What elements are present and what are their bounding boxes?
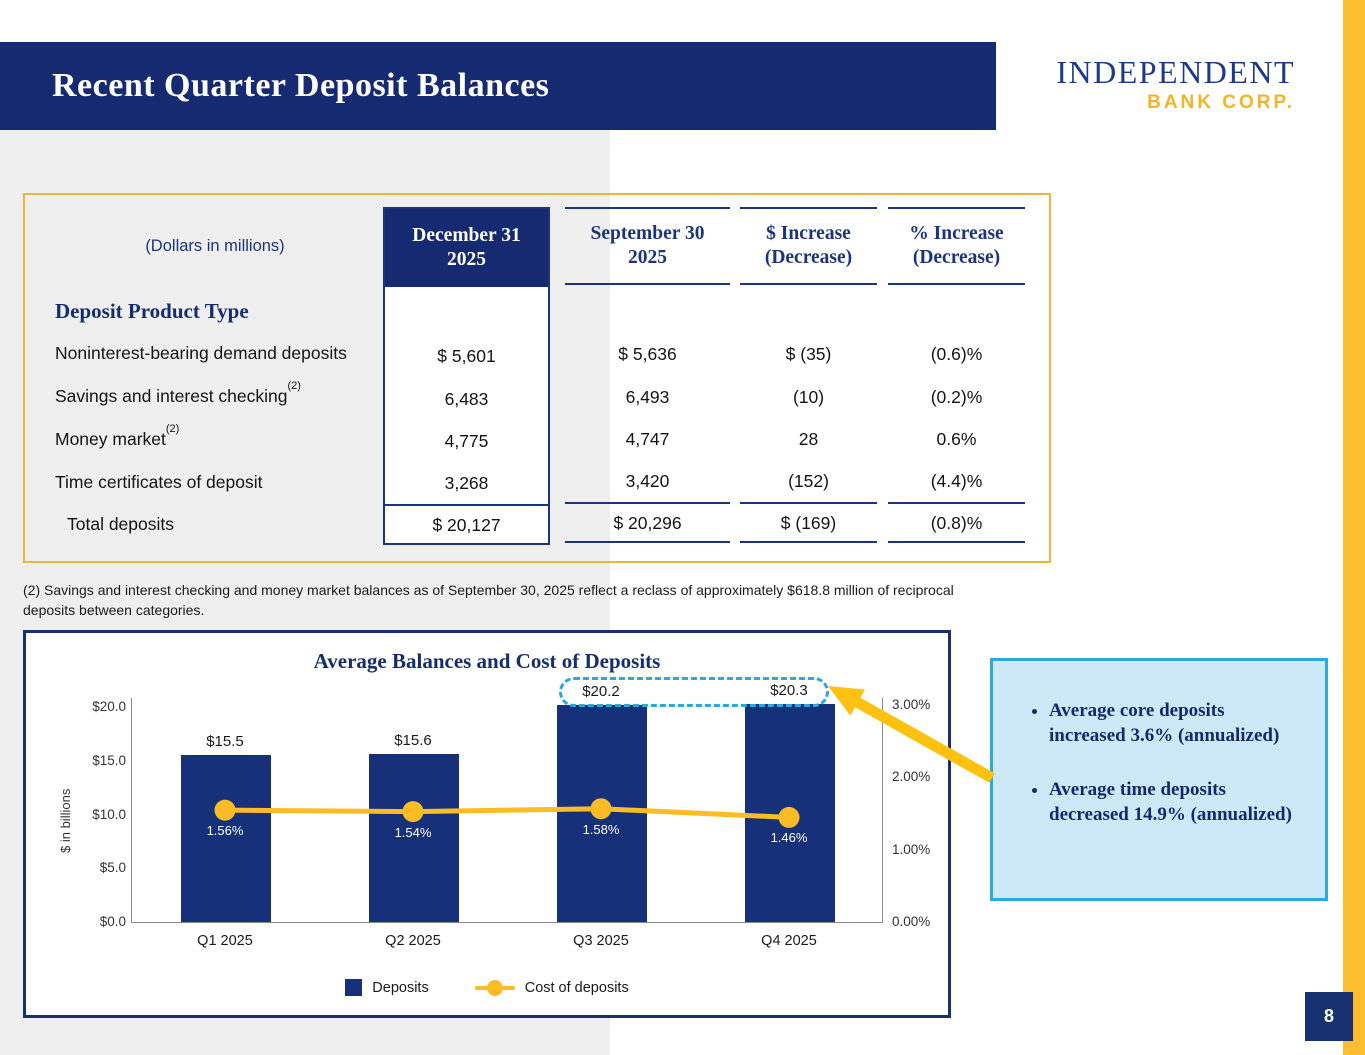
logo-wordmark: INDEPENDENT xyxy=(1056,54,1295,90)
table-cell: (4.4)% xyxy=(930,471,983,491)
chart-title: Average Balances and Cost of Deposits xyxy=(313,649,661,673)
header-line: 2025 xyxy=(628,247,667,268)
company-logo xyxy=(975,54,1295,114)
deposit-table xyxy=(23,193,1051,563)
callout-bullet: • Average time deposits decreased 14.9% (annualized) xyxy=(1049,778,1292,827)
column-header-percent-increase xyxy=(888,207,1025,285)
table-cell: 0.6% xyxy=(936,429,977,449)
row-label-text: Savings and interest checking xyxy=(55,386,288,406)
right-accent-strip xyxy=(1343,0,1365,1055)
table-units-label: (Dollars in millions) xyxy=(145,237,285,255)
x-axis-label: Q1 2025 xyxy=(197,933,253,949)
deposits-swatch-icon xyxy=(345,979,362,996)
table-cell: 3,420 xyxy=(625,471,670,491)
deposit-bar xyxy=(557,705,647,922)
column-december xyxy=(383,207,550,545)
footnote: (2) Savings and interest checking and money market balances as of September 30, 2025 reflect a reclass of approximately $618.8 million of reciprocal deposits between categories. xyxy=(23,582,954,619)
row-label-text: Time certificates of deposit xyxy=(55,472,263,492)
row-label xyxy=(55,343,347,364)
legend-item-deposits xyxy=(345,979,428,996)
right-axis-tick: 0.00% xyxy=(892,914,931,929)
page-number: 8 xyxy=(1305,992,1353,1041)
total-cell: $ 20,296 xyxy=(565,502,730,543)
header-line: 2025 xyxy=(447,249,486,270)
header-line: % Increase xyxy=(909,223,1004,245)
bar-value-label: $15.6 xyxy=(394,732,432,750)
x-axis-label: Q3 2025 xyxy=(573,933,629,949)
table-cell: (10) xyxy=(792,387,825,407)
legend-label: Deposits xyxy=(372,979,429,996)
column-header-december xyxy=(385,209,548,287)
x-axis-label: Q4 2025 xyxy=(761,933,817,949)
right-axis-tick: 1.00% xyxy=(892,841,931,857)
table-cell: 28 xyxy=(798,429,819,449)
row-label-text: Noninterest-bearing demand deposits xyxy=(55,343,347,363)
callout-bullet: • Average core deposits increased 3.6% (annualized) xyxy=(1049,699,1292,748)
row-label-text: Money market xyxy=(55,429,166,449)
total-cell: (0.8)% xyxy=(888,502,1025,543)
column-header-september xyxy=(565,207,730,285)
cost-line-marker-icon xyxy=(475,986,515,990)
table-cell: 6,493 xyxy=(625,387,670,407)
table-cell: (0.2)% xyxy=(930,387,983,407)
column-dollar-increase xyxy=(740,207,877,545)
column-percent-increase xyxy=(888,207,1025,545)
legend-item-cost-of-deposits xyxy=(475,980,629,996)
header-line: $ Increase xyxy=(766,223,851,245)
column-september xyxy=(565,207,730,545)
x-axis-label: Q2 2025 xyxy=(385,933,441,949)
table-section-heading: Deposit Product Type xyxy=(55,299,249,323)
total-cell: $ 20,127 xyxy=(385,504,548,545)
callout-arrow-icon xyxy=(808,652,1008,792)
cost-percent-label: 1.58% xyxy=(582,821,620,837)
cost-percent-label: 1.46% xyxy=(770,830,808,846)
row-label xyxy=(55,380,301,407)
column-header-dollar-increase xyxy=(740,207,877,285)
left-axis-tick: $0.0 xyxy=(99,914,126,929)
table-cell: 3,268 xyxy=(444,473,489,493)
chart-legend xyxy=(26,979,948,996)
legend-label: Cost of deposits xyxy=(524,979,629,996)
cost-percent-label: 1.54% xyxy=(394,824,432,840)
table-cell: 6,483 xyxy=(444,389,489,409)
left-axis-tick: $5.0 xyxy=(99,860,126,876)
header-line: (Decrease) xyxy=(764,247,853,268)
bar-value-label: $15.5 xyxy=(206,733,244,751)
row-label xyxy=(55,423,180,450)
callout-box xyxy=(990,658,1328,901)
table-cell: 4,747 xyxy=(625,429,670,449)
table-cell: $ 5,601 xyxy=(437,346,496,366)
bar-value-label: $20.3 xyxy=(770,681,808,699)
footnote-marker: (2) xyxy=(287,380,301,393)
title-bar xyxy=(0,42,996,130)
logo-subtitle: BANK CORP. xyxy=(1147,92,1295,113)
footnote-marker: (2) xyxy=(165,423,180,436)
plot-area xyxy=(131,698,883,923)
header-line: September 30 xyxy=(590,223,705,245)
table-cell: 4,775 xyxy=(444,431,489,451)
left-axis-tick: $10.0 xyxy=(92,806,126,822)
cost-percent-label: 1.56% xyxy=(206,823,244,839)
left-axis-tick: $15.0 xyxy=(92,752,126,768)
header-line: (Decrease) xyxy=(912,247,1001,268)
header-line: December 31 xyxy=(412,225,521,247)
y-axis-label: $ in billions xyxy=(58,788,73,854)
page-title: Recent Quarter Deposit Balances xyxy=(52,67,550,104)
bar-value-label: $20.2 xyxy=(582,682,620,700)
total-cell: $ (169) xyxy=(740,502,877,543)
table-cell: $ 5,636 xyxy=(618,344,677,364)
right-axis-tick: 3.00% xyxy=(892,697,931,712)
deposit-bar xyxy=(181,755,271,922)
callout-bullet-list xyxy=(1027,699,1292,828)
table-cell: (0.6)% xyxy=(930,344,983,364)
table-cell: (152) xyxy=(788,471,829,491)
total-row-label: Total deposits xyxy=(67,514,175,534)
table-cell: $ (35) xyxy=(785,344,832,364)
left-axis-tick: $20.0 xyxy=(92,699,126,714)
row-label xyxy=(55,472,263,493)
right-axis-tick: 2.00% xyxy=(892,769,931,785)
